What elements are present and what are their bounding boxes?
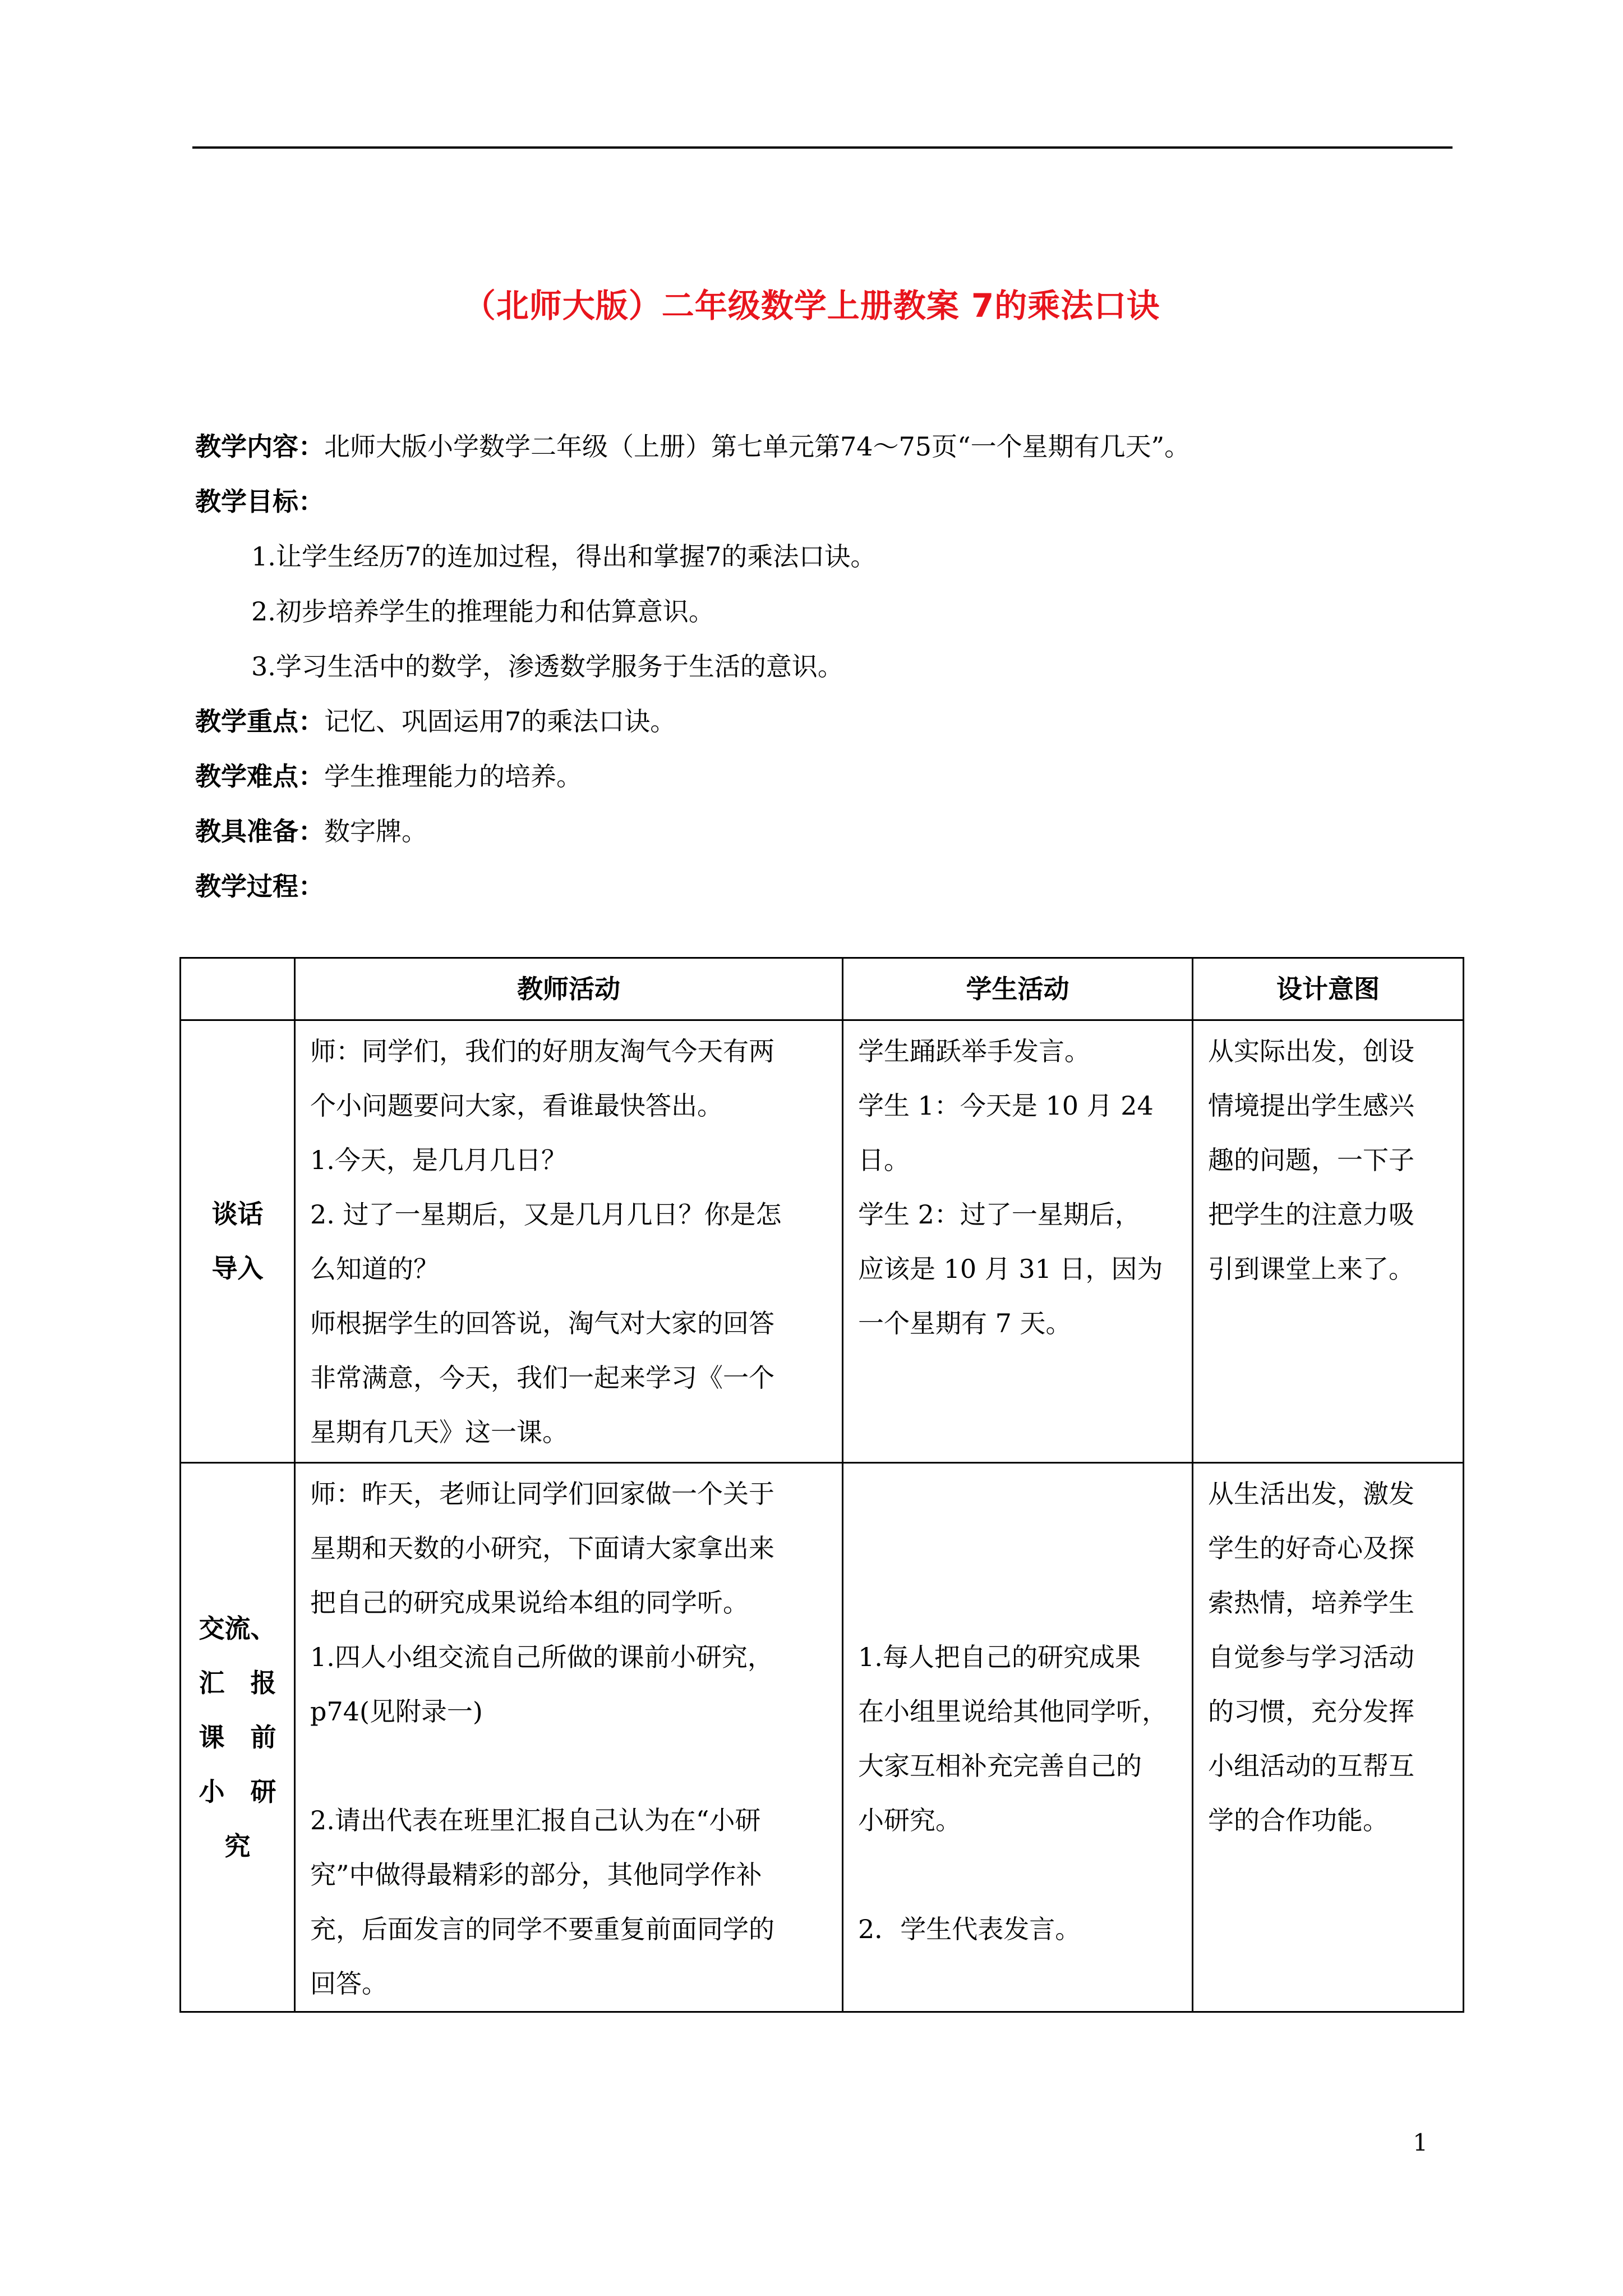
text-line: 非常满意，今天，我们一起来学习《一个 bbox=[310, 1363, 774, 1393]
text-line: 星期和天数的小研究，下面请大家拿出来 bbox=[310, 1533, 774, 1563]
text-line: 在小组里说给其他同学听， bbox=[858, 1696, 1168, 1727]
text-line: 引到课堂上来了。 bbox=[1208, 1254, 1414, 1284]
header-stage bbox=[181, 958, 295, 1020]
teaching-process-heading bbox=[195, 859, 1457, 914]
lesson-process-table bbox=[179, 957, 1464, 2013]
blank-line bbox=[858, 1848, 1177, 1902]
teacher-activity-cell bbox=[295, 1020, 843, 1463]
teaching-goal-item: 3.学习生活中的数学，渗透数学服务于生活的意识。 bbox=[251, 651, 843, 682]
text-line: 把自己的研究成果说给本组的同学听。 bbox=[310, 1588, 749, 1618]
blank-line bbox=[858, 1467, 1177, 1521]
student-activity-cell bbox=[843, 1020, 1193, 1463]
teaching-goal-item: 1.让学生经历7的连加过程，得出和掌握7的乘法口诀。 bbox=[251, 541, 877, 572]
blank-line bbox=[310, 1739, 827, 1793]
teaching-key-point bbox=[195, 694, 1457, 749]
teaching-goal-item: 2.初步培养学生的推理能力和估算意识。 bbox=[251, 596, 714, 627]
stage-line: 交流、 bbox=[199, 1613, 276, 1644]
text-line: 1.四人小组交流自己所做的课前小研究， bbox=[310, 1642, 773, 1672]
header-rule bbox=[192, 146, 1453, 149]
teaching-materials-label: 教具准备： bbox=[195, 816, 324, 846]
text-line: 自觉参与学习活动 bbox=[1208, 1642, 1414, 1672]
text-line: 学生 1：今天是 10 月 24 bbox=[858, 1091, 1154, 1121]
teaching-key-point-text: 记忆、巩固运用7的乘法口诀。 bbox=[324, 706, 676, 737]
teaching-difficulty-label: 教学难点： bbox=[195, 761, 324, 792]
design-intent-cell bbox=[1193, 1020, 1464, 1463]
stage-line: 课 前 bbox=[199, 1722, 276, 1752]
header-design-intent: 设计意图 bbox=[1193, 958, 1464, 1020]
stage-line: 导入 bbox=[211, 1253, 264, 1283]
header-teacher-activity: 教师活动 bbox=[295, 958, 843, 1020]
text-line: 索热情，培养学生 bbox=[1208, 1588, 1414, 1618]
text-line: 1.每人把自己的研究成果 bbox=[858, 1642, 1141, 1672]
page-number: 1 bbox=[1413, 2129, 1428, 2156]
teaching-goals-label: 教学目标： bbox=[195, 486, 324, 517]
text-line: 2. 过了一星期后，又是几月几日？你是怎 bbox=[310, 1199, 782, 1230]
teaching-difficulty bbox=[195, 749, 1457, 804]
text-line: 星期有几天》这一课。 bbox=[310, 1417, 568, 1447]
text-line: 2．学生代表发言。 bbox=[858, 1914, 1081, 1944]
text-line: 小组活动的互帮互 bbox=[1208, 1751, 1414, 1781]
teaching-content bbox=[195, 419, 1457, 474]
header-student-activity: 学生活动 bbox=[843, 958, 1193, 1020]
text-line: p74(见附录一) bbox=[310, 1696, 483, 1727]
text-line: 应该是 10 月 31 日，因为 bbox=[858, 1254, 1163, 1284]
table-row bbox=[181, 1020, 1464, 1463]
stage-cell bbox=[181, 1463, 295, 2012]
text-line: 师：同学们，我们的好朋友淘气今天有两 bbox=[310, 1036, 774, 1066]
stage-cell bbox=[181, 1020, 295, 1463]
stage-line: 小 研 bbox=[199, 1776, 276, 1807]
text-line: 学生的好奇心及探 bbox=[1208, 1533, 1414, 1563]
text-line: 小研究。 bbox=[858, 1805, 961, 1835]
text-line: 大家互相补充完善自己的 bbox=[858, 1751, 1142, 1781]
text-line: 从实际出发，创设 bbox=[1208, 1036, 1414, 1066]
teaching-key-point-label: 教学重点： bbox=[195, 706, 324, 737]
text-line: 师根据学生的回答说，淘气对大家的回答 bbox=[310, 1308, 774, 1338]
text-line: 学的合作功能。 bbox=[1208, 1805, 1389, 1835]
text-line: 个小问题要问大家，看谁最快答出。 bbox=[310, 1091, 723, 1121]
text-line: 日。 bbox=[858, 1145, 910, 1175]
design-intent-cell bbox=[1193, 1463, 1464, 2012]
teaching-content-label: 教学内容： bbox=[195, 431, 324, 462]
teaching-goals-heading bbox=[195, 474, 1457, 529]
text-line: 学生踊跃举手发言。 bbox=[858, 1036, 1090, 1066]
teaching-materials bbox=[195, 804, 1457, 859]
stage-line: 究 bbox=[224, 1830, 251, 1861]
text-line: 把学生的注意力吸 bbox=[1208, 1199, 1414, 1230]
text-line: 么知道的？ bbox=[310, 1254, 439, 1284]
text-line: 一个星期有 7 天。 bbox=[858, 1308, 1072, 1338]
lesson-meta bbox=[195, 419, 1457, 914]
teaching-content-text: 北师大版小学数学二年级（上册）第七单元第74～75页“一个星期有几天”。 bbox=[324, 431, 1191, 462]
text-line: 究”中做得最精彩的部分，其他同学作补 bbox=[310, 1860, 762, 1890]
text-line: 1.今天，是几月几日？ bbox=[310, 1145, 567, 1175]
text-line: 情境提出学生感兴 bbox=[1208, 1091, 1414, 1121]
student-activity-cell bbox=[843, 1463, 1193, 2012]
blank-line bbox=[858, 1576, 1177, 1630]
table-header-row bbox=[181, 958, 1464, 1020]
teaching-process-label: 教学过程： bbox=[195, 871, 324, 901]
blank-line bbox=[858, 1521, 1177, 1576]
teaching-difficulty-text: 学生推理能力的培养。 bbox=[324, 761, 582, 792]
text-line: 趣的问题，一下子 bbox=[1208, 1145, 1414, 1175]
text-line: 的习惯，充分发挥 bbox=[1208, 1696, 1414, 1727]
text-line: 2.请出代表在班里汇报自己认为在“小研 bbox=[310, 1805, 761, 1835]
text-line: 师：昨天，老师让同学们回家做一个关于 bbox=[310, 1479, 774, 1509]
text-line: 充，后面发言的同学不要重复前面同学的 bbox=[310, 1914, 774, 1944]
text-line: 从生活出发，激发 bbox=[1208, 1479, 1414, 1509]
stage-line: 谈话 bbox=[211, 1199, 264, 1229]
teaching-materials-text: 数字牌。 bbox=[324, 816, 427, 846]
table-row bbox=[181, 1463, 1464, 2012]
stage-line: 汇 报 bbox=[199, 1667, 276, 1698]
teacher-activity-cell bbox=[295, 1463, 843, 2012]
text-line: 回答。 bbox=[310, 1968, 388, 1999]
document-title: （北师大版）二年级数学上册教案 7的乘法口诀 bbox=[463, 287, 1160, 325]
text-line: 学生 2：过了一星期后， bbox=[858, 1199, 1141, 1230]
